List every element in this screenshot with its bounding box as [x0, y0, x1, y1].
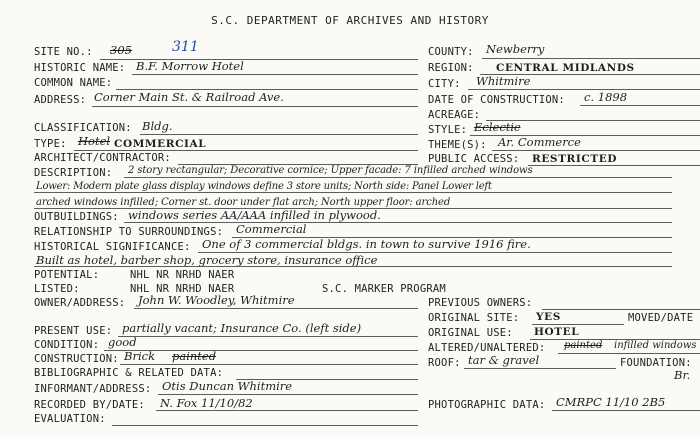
original-use-label: ORIGINAL USE:: [428, 327, 513, 339]
original-use-value: HOTEL: [534, 326, 580, 338]
present-use-label: PRESENT USE:: [34, 325, 113, 337]
city-label: CITY:: [428, 78, 461, 90]
roof-label: ROOF:: [428, 357, 461, 369]
present-use-value: partially vacant; Insurance Co. (left side): [122, 321, 362, 335]
moved-date-label: MOVED/DATE: [628, 312, 694, 324]
rule: [552, 410, 700, 411]
page-title: S.C. DEPARTMENT OF ARCHIVES AND HISTORY: [211, 14, 489, 27]
recorded-value: N. Fox 11/10/82: [160, 396, 253, 410]
relationship-value: Commercial: [236, 222, 307, 236]
rule: [156, 410, 418, 411]
description-line-3: arched windows infilled; Corner st. door under flat arch; North upper floor: arched: [36, 197, 451, 208]
site-no-label: SITE NO.:: [34, 46, 93, 58]
rule: [34, 266, 672, 267]
rule: [118, 336, 418, 337]
potential-options: NHL NR NRHD NAER: [130, 269, 235, 281]
rule: [74, 150, 418, 151]
foundation-label: FOUNDATION:: [620, 357, 692, 369]
county-label: COUNTY:: [428, 46, 474, 58]
description-line-2: Lower: Modern plate glass display windows define 3 store units; North side: Panel Lower left: [36, 181, 492, 192]
site-no-value: 311: [172, 39, 199, 55]
condition-value: good: [108, 335, 137, 349]
acreage-label: ACREAGE:: [428, 109, 481, 121]
rule: [124, 222, 672, 223]
rule: [134, 308, 418, 309]
foundation-value: Br.: [674, 368, 691, 382]
classification-value: Bldg.: [142, 119, 173, 133]
common-name-label: COMMON NAME:: [34, 77, 113, 89]
rule: [112, 425, 418, 426]
type-struck: Hotel: [78, 134, 111, 148]
listed-options: NHL NR NRHD NAER: [130, 283, 235, 295]
city-value: Whitmire: [476, 74, 531, 88]
rule: [158, 394, 418, 395]
previous-owners-label: PREVIOUS OWNERS:: [428, 297, 533, 309]
owner-value: John W. Woodley, Whitmire: [138, 293, 295, 307]
public-access-value: RESTRICTED: [532, 153, 618, 165]
original-site-value: YES: [536, 311, 561, 323]
county-value: Newberry: [486, 42, 545, 56]
photographic-data-label: PHOTOGRAPHIC DATA:: [428, 399, 546, 411]
address-value: Corner Main St. & Railroad Ave.: [94, 90, 284, 104]
address-label: ADDRESS:: [34, 94, 87, 106]
region-label: REGION:: [428, 62, 474, 74]
altered-struck: painted: [564, 340, 603, 351]
listed-label: LISTED:: [34, 283, 80, 295]
rule: [492, 150, 700, 151]
construction-label: CONSTRUCTION:: [34, 353, 119, 365]
historic-name-value: B.F. Morrow Hotel: [136, 59, 244, 73]
rule: [132, 74, 418, 75]
construction-struck: painted: [172, 349, 217, 363]
significance-line-2: Built as hotel, barber shop, grocery store, insurance office: [36, 253, 378, 267]
photographic-data-value: CMRPC 11/10 2B5: [556, 395, 666, 409]
rule: [532, 324, 624, 325]
rule: [120, 364, 418, 365]
altered-label: ALTERED/UNALTERED:: [428, 342, 546, 354]
outbuildings-label: OUTBUILDINGS:: [34, 211, 119, 223]
bibliographic-label: BIBLIOGRAPHIC & RELATED DATA:: [34, 367, 224, 379]
potential-label: POTENTIAL:: [34, 269, 100, 281]
relationship-label: RELATIONSHIP TO SURROUNDINGS:: [34, 226, 224, 238]
marker-program-label: S.C. MARKER PROGRAM: [322, 283, 446, 295]
construction-value: Brick: [124, 349, 156, 363]
rule: [92, 106, 418, 107]
rule: [464, 368, 616, 369]
themes-label: THEME(S):: [428, 139, 487, 151]
style-label: STYLE:: [428, 124, 468, 136]
rule: [140, 134, 418, 135]
type-value: COMMERCIAL: [114, 138, 207, 150]
altered-value: infilled windows: [614, 340, 697, 351]
date-of-construction-label: DATE OF CONSTRUCTION:: [428, 94, 565, 106]
site-no-struck: 305: [110, 43, 132, 57]
style-value: Eclectic: [474, 120, 521, 134]
themes-value: Ar. Commerce: [498, 135, 581, 149]
historic-name-label: HISTORIC NAME:: [34, 62, 126, 74]
evaluation-label: EVALUATION:: [34, 413, 106, 425]
rule: [528, 165, 700, 166]
roof-value: tar & gravel: [468, 353, 540, 367]
owner-label: OWNER/ADDRESS:: [34, 297, 126, 309]
rule: [34, 192, 672, 193]
description-label: DESCRIPTION:: [34, 167, 113, 179]
outbuildings-value: windows series AA/AAA infilled in plywood.: [128, 208, 381, 222]
rule: [482, 58, 700, 59]
region-value: CENTRAL MIDLANDS: [496, 62, 635, 74]
public-access-label: PUBLIC ACCESS:: [428, 153, 520, 165]
significance-line-1: One of 3 commercial bldgs. in town to survive 1916 fire.: [202, 237, 531, 251]
condition-label: CONDITION:: [34, 339, 100, 351]
significance-label: HISTORICAL SIGNIFICANCE:: [34, 241, 191, 253]
type-label: TYPE:: [34, 138, 67, 150]
description-line-1: 2 story rectangular; Decorative cornice; Upper facade: 7 infilled arched windows: [128, 165, 533, 176]
classification-label: CLASSIFICATION:: [34, 122, 132, 134]
date-of-construction-value: c. 1898: [584, 90, 628, 104]
rule: [124, 177, 672, 178]
rule: [558, 353, 700, 354]
architect-label: ARCHITECT/CONTRACTOR:: [34, 152, 171, 164]
original-site-label: ORIGINAL SITE:: [428, 312, 520, 324]
informant-value: Otis Duncan Whitmire: [162, 379, 293, 393]
rule: [580, 105, 700, 106]
informant-label: INFORMANT/ADDRESS:: [34, 383, 152, 395]
recorded-label: RECORDED BY/DATE:: [34, 399, 145, 411]
rule: [542, 309, 700, 310]
